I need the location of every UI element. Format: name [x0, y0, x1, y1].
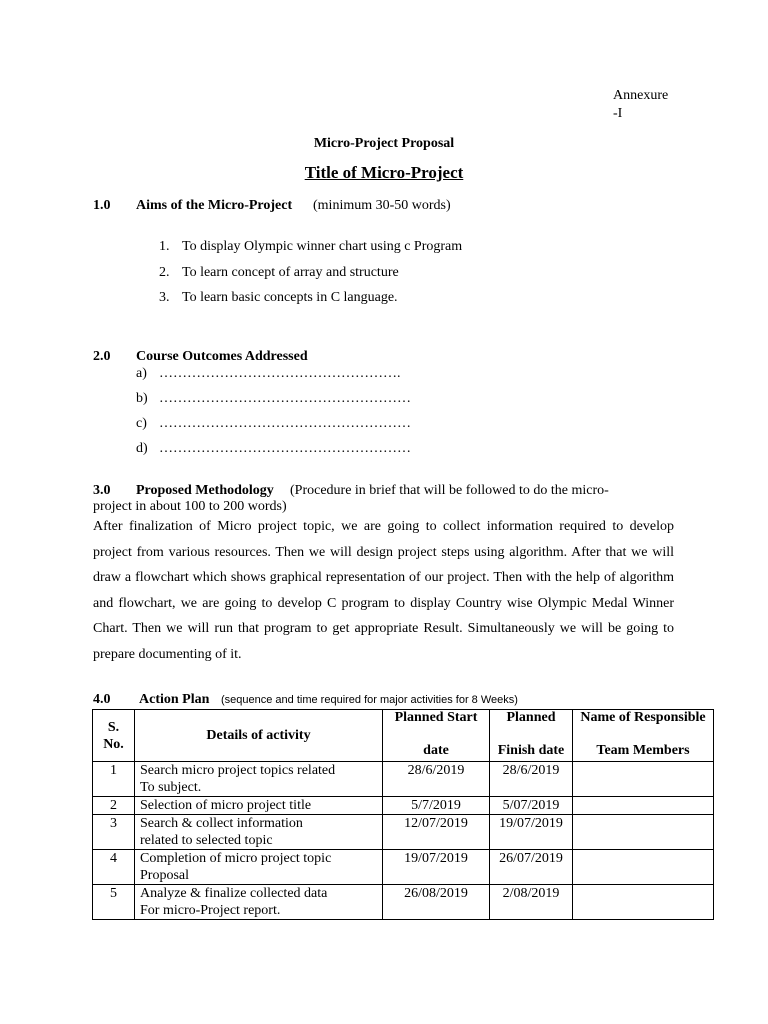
- details-line1: Selection of micro project title: [140, 798, 312, 813]
- section-2-heading: [93, 349, 308, 365]
- header-finish-line1: Planned: [506, 710, 556, 725]
- cell-finish-date: 5/07/2019: [490, 797, 573, 815]
- outcome-letter: b): [136, 391, 148, 406]
- cell-finish-date: 2/08/2019: [490, 885, 573, 920]
- header-responsible: [573, 710, 714, 762]
- cell-responsible: [573, 797, 714, 815]
- header-planned-finish: [490, 710, 573, 762]
- section-2-title: Course Outcomes Addressed: [136, 349, 308, 364]
- details-line1: Completion of micro project topic: [140, 851, 332, 866]
- cell-details: [135, 815, 383, 850]
- outcome-letter: d): [136, 441, 148, 456]
- section-2-number: 2.0: [93, 349, 111, 364]
- table-row: [93, 797, 714, 815]
- outcome-blank: …………………………………………….: [159, 366, 401, 381]
- table-row: [93, 850, 714, 885]
- list-text: To learn concept of array and structure: [182, 265, 399, 280]
- header-start-line2: date: [423, 743, 449, 758]
- cell-start-date: 12/07/2019: [383, 815, 490, 850]
- outcome-item: [136, 391, 411, 407]
- cell-start-date: 26/08/2019: [383, 885, 490, 920]
- section-3-title: Proposed Methodology: [136, 483, 274, 498]
- header-finish-line2: Finish date: [497, 743, 565, 758]
- table-row: [93, 762, 714, 797]
- details-line1: Search micro project topics related: [140, 763, 336, 778]
- section-3-note-continued: project in about 100 to 200 words): [93, 499, 287, 514]
- section-1-number: 1.0: [93, 198, 111, 213]
- outcome-letter: c): [136, 416, 147, 431]
- section-1-heading: [93, 198, 451, 214]
- aims-list-item: [159, 290, 398, 306]
- details-line2: To subject.: [140, 780, 202, 795]
- outcome-item: [136, 441, 411, 457]
- section-1-title: Aims of the Micro-Project: [136, 198, 293, 213]
- header-planned-start: [383, 710, 490, 762]
- header-details: Details of activity: [135, 710, 383, 762]
- header-start-line1: Planned Start: [394, 710, 478, 725]
- outcome-letter: a): [136, 366, 147, 381]
- section-1-note: (minimum 30-50 words): [313, 198, 451, 213]
- list-number: 2.: [159, 265, 170, 280]
- cell-responsible: [573, 815, 714, 850]
- details-line1: Search & collect information: [140, 816, 303, 831]
- cell-details: [135, 850, 383, 885]
- details-line2: related to selected topic: [140, 833, 273, 848]
- details-line2: For micro-Project report.: [140, 903, 281, 918]
- outcome-item: [136, 366, 401, 382]
- section-4-title: Action Plan: [139, 692, 210, 707]
- header-resp-line2: Team Members: [596, 743, 690, 758]
- cell-start-date: 28/6/2019: [383, 762, 490, 797]
- cell-finish-date: 26/07/2019: [490, 850, 573, 885]
- cell-sno: 2: [93, 797, 135, 815]
- cell-responsible: [573, 885, 714, 920]
- cell-responsible: [573, 762, 714, 797]
- outcome-blank: ………………………………………………: [159, 441, 411, 456]
- section-4-note: (sequence and time required for major activities for 8 Weeks): [221, 694, 518, 706]
- proposal-heading: Micro-Project Proposal: [313, 136, 455, 151]
- aims-list-item: [159, 265, 399, 281]
- cell-sno: 3: [93, 815, 135, 850]
- cell-sno: 5: [93, 885, 135, 920]
- header-sno: S. No.: [93, 710, 135, 762]
- methodology-paragraph: After finalization of Micro project topic, we are going to collect information required to develop project from various resources. Then we will design project steps using algorithm. After that we will draw a flowchart which shows graphical representation of our project. Then with the help of algorithm and flowchart, we are going to develop C program to display Country wise Olympic Medal Winner Chart. Then we will run that program to get appropriate Result. Simultaneously we will be going to prepare documenting of it.: [93, 519, 674, 662]
- header-resp-line1: Name of Responsible: [580, 710, 706, 725]
- section-4-heading: [93, 692, 518, 708]
- section-3-note: (Procedure in brief that will be followed to do the micro-: [290, 483, 609, 498]
- details-line2: Proposal: [140, 868, 189, 883]
- annexure-label: [613, 87, 668, 123]
- cell-sno: 1: [93, 762, 135, 797]
- outcome-blank: ………………………………………………: [159, 391, 411, 406]
- section-3-heading: [93, 483, 609, 499]
- cell-sno: 4: [93, 850, 135, 885]
- outcome-blank: ………………………………………………: [159, 416, 411, 431]
- cell-details: [135, 885, 383, 920]
- section-3-number: 3.0: [93, 483, 111, 498]
- list-number: 1.: [159, 239, 170, 254]
- details-line1: Analyze & finalize collected data: [140, 886, 328, 901]
- cell-details: [135, 797, 383, 815]
- cell-finish-date: 28/6/2019: [490, 762, 573, 797]
- table-header-row: [93, 710, 714, 762]
- aims-list-item: [159, 239, 463, 255]
- page-title: Title of Micro-Project: [304, 163, 464, 182]
- list-text: To display Olympic winner chart using c Program: [182, 239, 463, 254]
- cell-responsible: [573, 850, 714, 885]
- list-text: To learn basic concepts in C language.: [182, 290, 398, 305]
- action-plan-table: [92, 709, 714, 920]
- cell-finish-date: 19/07/2019: [490, 815, 573, 850]
- cell-details: [135, 762, 383, 797]
- section-4-number: 4.0: [93, 692, 111, 707]
- outcome-item: [136, 416, 411, 432]
- table-row: [93, 885, 714, 920]
- annexure-line1: Annexure: [613, 88, 669, 103]
- table-row: [93, 815, 714, 850]
- annexure-line2: -I: [613, 106, 623, 121]
- list-number: 3.: [159, 290, 170, 305]
- cell-start-date: 5/7/2019: [383, 797, 490, 815]
- cell-start-date: 19/07/2019: [383, 850, 490, 885]
